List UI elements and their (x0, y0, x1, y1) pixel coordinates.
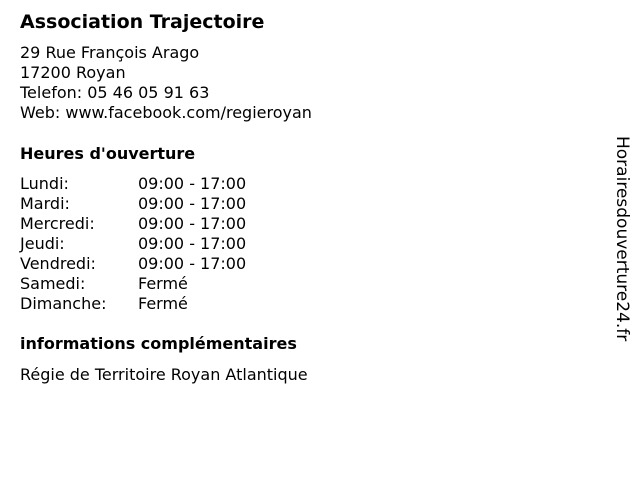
day-label: Lundi: (20, 174, 69, 193)
time-value: Fermé (138, 294, 188, 313)
city-postal: 17200 Royan (20, 63, 126, 82)
opening-hours-table (20, 174, 246, 314)
day-label: Jeudi: (20, 234, 65, 253)
opening-hours-heading: Heures d'ouverture (20, 144, 196, 163)
hours-row-sunday (20, 294, 246, 314)
hours-row-thursday (20, 234, 246, 254)
hours-row-wednesday (20, 214, 246, 234)
day-label: Vendredi: (20, 254, 96, 273)
phone-number: Telefon: 05 46 05 91 63 (20, 83, 210, 102)
time-value: Fermé (138, 274, 188, 293)
day-label: Mercredi: (20, 214, 95, 233)
time-value: 09:00 - 17:00 (138, 174, 247, 193)
hours-row-monday (20, 174, 246, 194)
day-label: Dimanche: (20, 294, 107, 313)
hours-row-tuesday (20, 194, 246, 214)
additional-info-heading: informations complémentaires (20, 334, 297, 353)
site-watermark: Horairesdouverture24.fr (612, 136, 632, 342)
day-label: Samedi: (20, 274, 86, 293)
time-value: 09:00 - 17:00 (138, 254, 247, 273)
time-value: 09:00 - 17:00 (138, 234, 247, 253)
hours-row-saturday (20, 274, 246, 294)
additional-info-text: Régie de Territoire Royan Atlantique (20, 365, 308, 384)
business-title: Association Trajectoire (20, 11, 265, 33)
time-value: 09:00 - 17:00 (138, 214, 247, 233)
hours-row-friday (20, 254, 246, 274)
street-address: 29 Rue François Arago (20, 43, 200, 62)
day-label: Mardi: (20, 194, 70, 213)
address-block (20, 43, 312, 123)
website: Web: www.facebook.com/regieroyan (20, 103, 312, 122)
time-value: 09:00 - 17:00 (138, 194, 247, 213)
